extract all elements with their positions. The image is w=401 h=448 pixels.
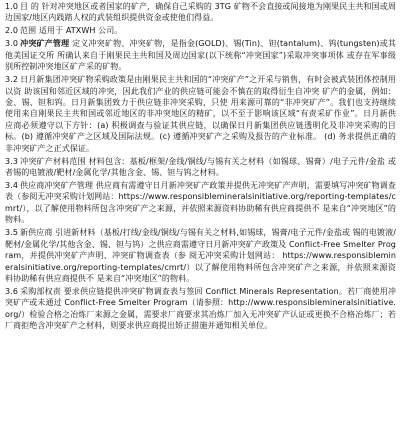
paragraph-number: 3.3 [5, 156, 19, 166]
paragraph-heading: 冲突矿产管理 [20, 39, 70, 49]
paragraph-number: 3.6 [5, 286, 19, 296]
paragraph-new-supplier [5, 227, 396, 284]
paragraph-material-scope [5, 156, 396, 179]
paragraph-text: 范围 适用于 ATXWH 公司。 [20, 26, 123, 36]
paragraph-text: 定义冲突矿物、冲突矿物，是指金(GOLD)、锡(Tin)、钽(tantalum)、钨(tungsten)或其他美国证交所 所确认来自于刚果民主共和国及周边国家(以下统称“冲突国家”)采取冲突事项体 或存在军事级别所控制冲突地区矿产采的矿物。 [5, 39, 396, 72]
paragraph-number: 2.0 [5, 26, 19, 36]
paragraph-text: 采购部权责 要求供应链提供冲突矿物调查表与签回 Conflict Minerals Representation。若厂商使用冲突矿产或未通过 Conflict-Free Smelter Program（请参照：http://www.responsiblemineralsinitiative.org/）检验合格之冶炼厂来源之金属，需要求厂商要求其冶炼厂加入无冲突矿产认证或更换不合格冶炼厂；若厂商拒绝含冲突矿产之材料，则要求供应商提出矫正措施并通知相关单位。 [5, 286, 396, 331]
paragraph-policy [5, 74, 396, 154]
paragraph-text: 冲突矿产材料范围 材料包含：基板/框架/金线/铜线/与锡有关之材料（如锡球、锡膏）/电子元件/金盐 或者锡的电镀液/靶材/金属化学/其他含金、锡、钽与钨之材料。 [5, 156, 396, 178]
paragraph-text: 日月新集团冲突矿物采购政策是由刚果民主共和国的“冲突矿产”之开采与销售，有时会被武装团体控制用以资 助该国和邻近区域的冲突，因此我们产业的供应链可能会不慎在的取得衍生自冲突 矿产的金属，例如：金、锡、钽和钨。日月新集团致力于供应链非冲突采购，只使 用来源可靠的“非冲突矿产”。我们也支持继续使用来自刚果民主共和国或邻近地区的非冲突地区的精矿，以不至于影响该区域“有责采矿作业”。日月新供 应商必须遵守以下方针：(a) 积极调查与验证其供应链，以确保日月新集团供应链透明化及非冲突采购的目标。(b) 遵循冲突矿产之区域及国际法规。(c) 遵循冲突矿产之采购及报告的产业标准。 (d) 务求提供正确的非冲突矿产之正式保证。 [5, 75, 396, 153]
paragraph-number: 3.5 [5, 228, 19, 238]
paragraph-number: 3.0 [5, 39, 19, 49]
paragraph-definition [5, 38, 396, 72]
paragraph-text: 新供应商 引进新材料（基板/打线/金线/铜线/与锡有关之材料,如锡球，锡膏/电子元件/金盐或 锡的电镀液/靶材/金属化学/其他含金、锡、钽与钨）之供应商需遵守日月新冲突矿产政策及 Conflict-Free Smelter Program，并提供冲突矿产声明、冲突矿物调查表（参 阅无冲突采购计划网站： https://www.responsiblemineralsinitiative.org/reporting-templates/cmrt/）以了解使用物料所包含冲突矿产之来源，并依照来源资料协助稀有供应商提供不 是来自“冲突地区”的物料。 [5, 228, 396, 283]
paragraph-text: 目 的 针对冲突地区或者国家的矿产，确保自己采购的 3TG 矿物不会直接或间接地为刚果民主共和国或周边国家/地区内践踏人权的武装组织提供资金或使他们得益。 [5, 2, 396, 23]
paragraph-text: 供应商冲突矿产管理 供应商有需遵守日月新冲突矿产政策并提供无冲突矿产声明，需要填写冲突矿物调查表（参阅无冲突采购计划网站：https://www.responsiblemineralsinitiative.org/reporting-templates/cmrt/），以了解使用物料所包含冲突矿产之来源，并依照来源资料协助稀有供应商提供不 是来自“冲突地区”的物料。 [5, 181, 396, 225]
paragraph-purchasing [5, 286, 396, 332]
paragraph-scope [5, 25, 396, 36]
paragraph-number: 3.2 [5, 75, 19, 85]
paragraph-purpose [5, 1, 396, 24]
paragraph-number: 1.0 [5, 2, 19, 11]
paragraph-number: 3.4 [5, 181, 19, 191]
paragraph-supplier-management [5, 180, 396, 226]
